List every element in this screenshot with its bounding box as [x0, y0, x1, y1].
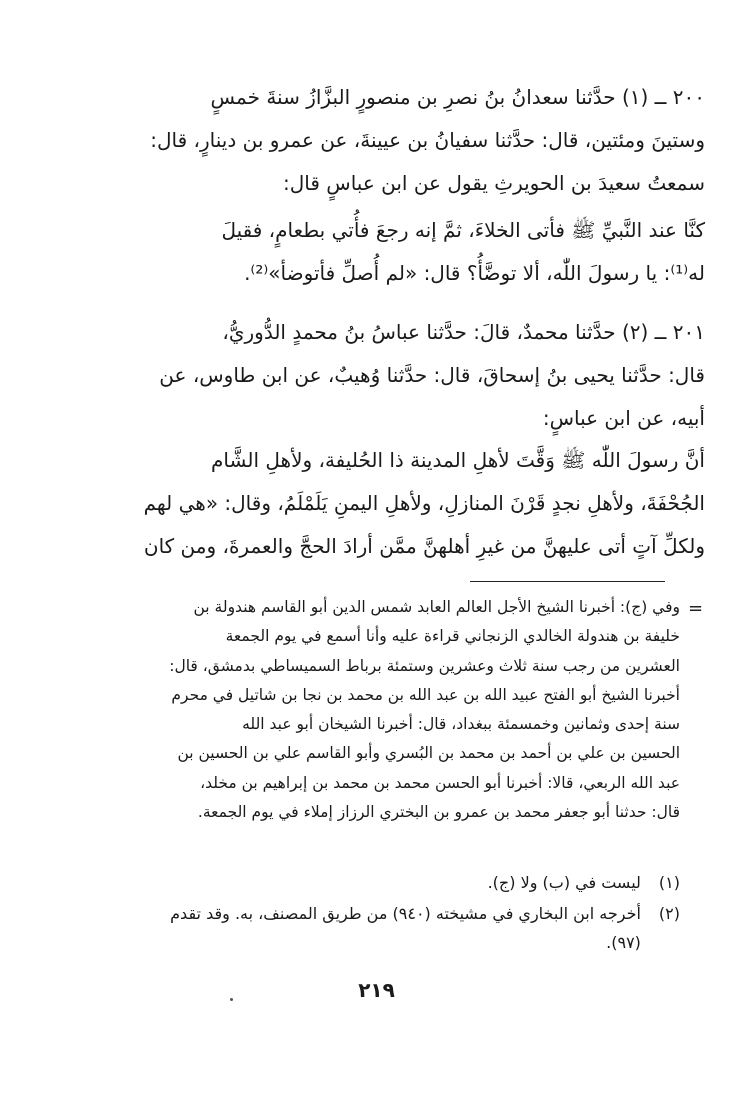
hadith-200-isnad [85, 76, 705, 205]
text-line: له⁽¹⁾: يا رسولَ اللّٰه، ألا توضَّأُ؟ قال: «لم أُصلِّ فأتوضأ»⁽²⁾. [244, 261, 705, 285]
text-line: الجُحْفَةَ، ولأهلِ نجدٍ قَرْنَ المنازلِ، ولأهلِ اليمنِ يَلَمْلَمُ، وقال: «هي لهم [143, 491, 705, 515]
footnote-2 [100, 899, 680, 957]
text-line: كنَّا عند النَّبيِّ ﷺ فأتى الخلاءَ، ثمَّ إنه رجعَ فأُتي بطعامٍ، فقيلَ [221, 218, 705, 242]
footnote-line: وفي (ج): أخبرنا الشيخ الأجل العالم العابد شمس الدين أبو القاسم هندولة بن [193, 598, 680, 616]
text-line: ٢٠٠ ــ (١) حدَّثنا سعدانُ بنُ نصرِ بن منصورٍ البزَّازُ سنةَ خمسٍ [210, 85, 705, 109]
hadith-200-matn [85, 209, 705, 295]
footnote-text: (٩٧). [606, 933, 641, 952]
text-line: سمعتُ سعيدَ بن الحويرثِ يقول عن ابن عباسٍ قال: [283, 171, 705, 195]
footnote-text: أخرجه ابن البخاري في مشيخته (٩٤٠) من طريق المصنف، به. وقد تقدم [170, 904, 641, 923]
footnote-line: قال: حدثنا أبو جعفر محمد بن عمرو بن البختري الرزاز إملاء في يوم الجمعة. [197, 803, 680, 822]
text-line: وستينَ ومئتين، قال: حدَّثنا سفيانُ بن عيينةَ، عن عمرو بن دينارٍ، قال: [150, 128, 705, 152]
footnote-line: الحسين بن علي بن أحمد بن محمد بن البُسري وأبو القاسم علي بن الحسين بن [177, 744, 680, 763]
print-speck [230, 998, 233, 1001]
footnote-continuation-mark: = [688, 598, 704, 619]
footnote-line: أخبرنا الشيخ أبو الفتح عبيد الله بن عبد الله بن محمد بن نجا بن شاتيل في محرم [171, 685, 680, 704]
text-line: ٢٠١ ــ (٢) حدَّثنا محمدٌ، قالَ: حدَّثنا عباسُ بنُ محمدٍ الدُّوريُّ، [222, 320, 705, 344]
footnote-separator [470, 581, 665, 582]
hadith-201-isnad [85, 311, 705, 440]
footnote-line: سنة إحدى وثمانين وخمسمئة ببغداد، قال: أخبرنا الشيخان أبو عبد الله [242, 715, 680, 734]
text-line: ولكلِّ آتٍ أتى عليهنَّ من غيرِ أهلهنَّ ممَّن أرادَ الحجَّ والعمرةَ، ومن كان [143, 534, 705, 558]
footnote-line: العشرين من رجب سنة ثلاث وعشرين وستمئة برباط السميساطي بدمشق، قال: [169, 656, 680, 675]
footnote-continuation [100, 593, 680, 827]
page-number: ٢١٩ [358, 978, 395, 1002]
footnote-number: (٢) [658, 904, 680, 923]
footnote-number: (١) [658, 873, 680, 892]
footnote-text: ليست في (ب) ولا (ج). [487, 873, 641, 892]
text-line: أبيه، عن ابن عباسٍ: [542, 406, 705, 430]
footnote-line: عبد الله الربعي، قالا: أخبرنا أبو الحسن محمد بن محمد بن إبراهيم بن مخلد، [200, 773, 680, 792]
footnote-1 [100, 868, 680, 897]
text-line: قال: حدَّثنا يحيى بنُ إسحاقَ، قال: حدَّثنا وُهيبٌ، عن ابن طاوس، عن [159, 363, 705, 387]
footnote-line: خليفة بن هندولة الخالدي الزنجاني قراءة عليه وأنا أسمع في يوم الجمعة [225, 627, 680, 646]
hadith-201-matn [85, 439, 705, 568]
text-line: أنَّ رسولَ اللّٰه ﷺ وَقَّتَ لأهلِ المدينة ذا الحُليفة، ولأهلِ الشَّام [211, 448, 705, 472]
